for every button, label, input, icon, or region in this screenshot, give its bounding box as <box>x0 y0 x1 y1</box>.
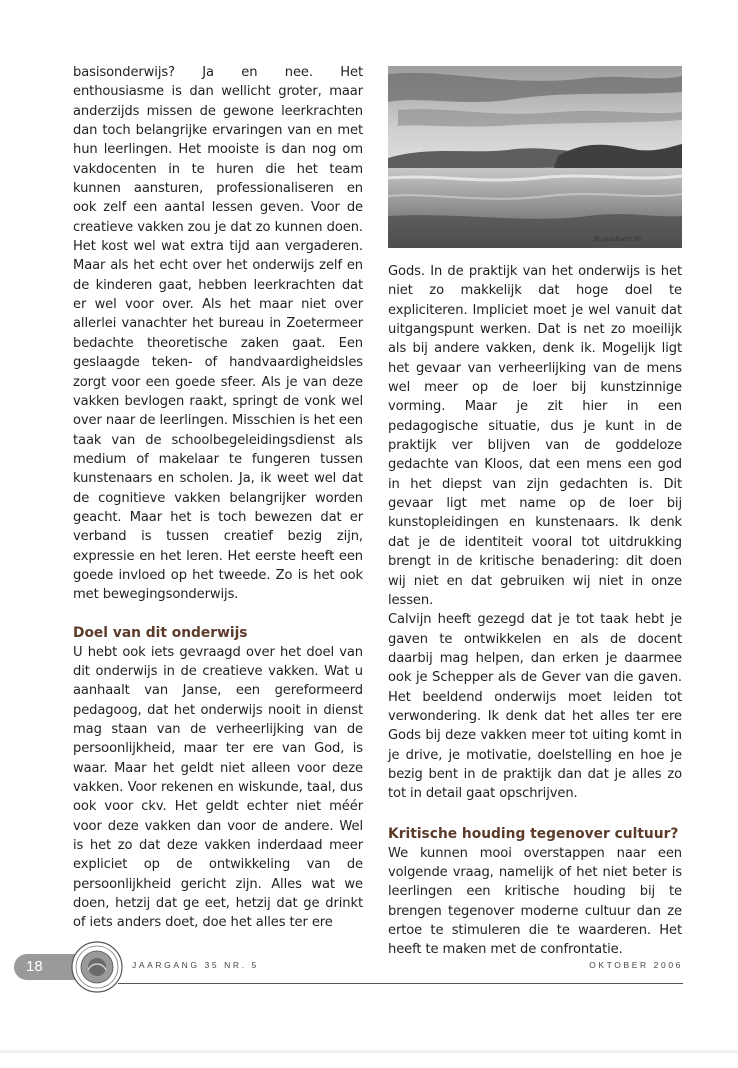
body-paragraph: U hebt ook iets gevraagd over het doel van dit onderwijs in de creatieve vakken. Wat u aanhaalt van Janse, een gereformeerd pedagoog, dat het onderwijs nooit in dienst mag staan van de verheerlijking van de persoonlijkheid, maar ter ere van God, is waar. Maar het geldt niet alleen voor deze vakken. Voor rekenen en wiskunde, taal, dus ook voor ckv. Het geldt echter niet méér voor deze vakken dan voor de andere. Wel is het zo dat deze vakken inderdaad meer expliciet op de ontwikkeling van de persoonlijkheid gericht zijn. Alles wat we doen, hetzij dat ge eet, hetzij dat ge drinkt of iets anders doet, doe het alles ter ere <box>73 644 363 931</box>
section-heading: Kritische houding tegenover cultuur? <box>388 825 679 842</box>
landscape-painting <box>388 66 682 248</box>
section-heading: Doel van dit onderwijs <box>73 624 248 641</box>
body-paragraph: basisonderwijs? Ja en nee. Het enthousiasme is dan wellicht groter, maar anderzijds missen de gewone leerkrachten dan toch belangrijke ervaringen van en met hun leerlingen. Het mooiste is dan nog om vakdocenten in te huren die het team kunnen aansturen, professionaliseren en ook zelf een aantal lessen geven. Voor de creatieve vakken zou je dat zo kunnen doen. Het kost wel wat extra tijd aan vergaderen. Maar als het echt over het onderwijs zelf en de kinderen gaat, hebben leerkrachten dat er wel voor over. Als het maar niet over allerlei vanachter het bureau in Zoetermeer bedachte theoretische zaken gaat. Een geslaagde teken- of handvaardigheidsles zorgt voor een goede sfeer. Als je van deze vakken bevlogen raakt, springt de vonk wel over naar de leerlingen. Misschien is het een taak van de schoolbegeleidingsdienst als medium of makelaar te fungeren tussen kunstenaars en scholen. Ja, ik weet wel dat de cognitieve vakken belangrijker worden geacht. Maar het is toch bewezen dat er verband is tussen creatief bezig zijn, expressie en het leren. Het eerste heeft een goede invloed op het tweede. Zo is het ook met bewegingsonderwijs. <box>73 65 363 603</box>
footer-volume: JAARGANG 35 NR. 5 <box>132 960 259 970</box>
body-paragraph: Gods. In de praktijk van het onderwijs is het niet zo makkelijk dat hoge doel te expliciteren. Impliciet moet je wel vanuit dat uitgangspunt werken. Dat is net zo moeilijk als bij andere vakken, denk ik. Mogelijk ligt het gevaar van verheerlijking van de mens wel meer op de loer bij kunstzinnige vorming. Maar je zit hier in een pedagogische situatie, dus je kunt in de praktijk ver blijven van de goddeloze gedachte van Kloos, dat een mens een god in het diepst van zijn gedachten is. Dit gevaar ligt met name op de loer bij kunstopleidingen en kunstenaars. Ik denk dat je de identiteit vooral tot uitdrukking brengt in de kritische benadering: dit doen wij niet en dat gebruiken wij niet in onze lessen. <box>388 264 682 608</box>
body-paragraph: We kunnen mooi overstappen naar een volgende vraag, namelijk of het niet beter is leerlingen een kritische houding bij te brengen tegenover moderne cultuur dan ze ertoe te stimuleren die te waarderen. Het heeft te maken met de confrontatie. <box>388 845 682 958</box>
right-column <box>388 262 682 960</box>
footer-divider <box>118 983 683 984</box>
left-column <box>73 63 363 933</box>
page-bottom-edge <box>0 1050 738 1053</box>
seal-logo-icon <box>70 940 124 994</box>
landscape-painting-illustration <box>388 66 682 248</box>
painting-signature: Ruysschaert 96 <box>594 236 642 243</box>
body-paragraph: Calvijn heeft gezegd dat je tot taak hebt je gaven te ontwikkelen en als de docent daarbij mag helpen, dan erken je daarmee ook je Schepper als de Gever van die gaven. Het beeldend onderwijs moet leiden tot verwondering. Ik denk dat het alles ter ere Gods bij deze vakken meer tot uiting komt in je drive, je motivatie, doelstelling en hoe je bezig bent in de praktijk dan dat je alles zo tot in detail gaat opschrijven. <box>388 612 682 802</box>
page-number: 18 <box>14 954 78 980</box>
footer-date: OKTOBER 2006 <box>589 960 683 970</box>
